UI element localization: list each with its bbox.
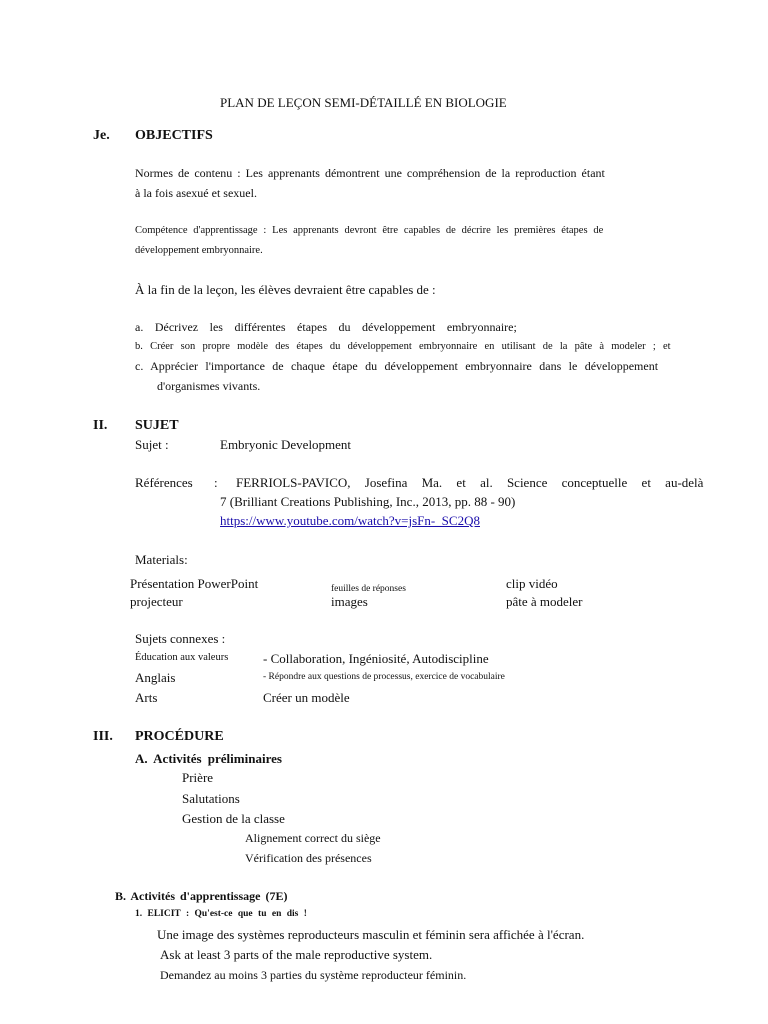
preliminary-item-label: Salutations	[182, 791, 240, 806]
preliminary-item-label: Prière	[182, 770, 214, 785]
section-3-number: III.	[93, 729, 113, 744]
objective-b: b. Créer son propre modèle des étapes du développement embryonnaire en utilisant de la pâte à modeler ; et	[135, 341, 671, 352]
objective-c-line-2: d'organismes vivants.	[157, 379, 261, 393]
content-standard-line-1	[135, 167, 660, 181]
document-title: PLAN DE LEÇON SEMI-DÉTAILLÉ EN BIOLOGIE	[220, 95, 507, 110]
section-1-number: Je.	[93, 128, 110, 143]
material-item	[127, 577, 258, 592]
classroom-subitem	[242, 832, 381, 846]
section-2-heading: SUJET	[135, 418, 179, 433]
references-link[interactable]: https://www.youtube.com/watch?v=jsFn-_SC2Q8	[220, 513, 480, 528]
preliminary-item	[179, 812, 285, 827]
content-standard-line-2: à la fois asexué et sexuel.	[135, 186, 257, 200]
elicit-description: Une image des systèmes reproducteurs masculin et féminin sera affichée à l'écran.	[157, 927, 585, 942]
section-3-heading: PROCÉDURE	[135, 729, 224, 744]
elicit-item	[157, 948, 432, 963]
material-label: pâte à modeler	[506, 594, 583, 609]
elicit-heading: 1. ELICIT : Qu'est-ce que tu en dis !	[135, 909, 307, 919]
material-label: clip vidéo	[506, 576, 558, 591]
related-label-arts: Arts	[135, 690, 158, 705]
subject-value: Embryonic Development	[220, 437, 352, 452]
elicit-item	[157, 969, 466, 983]
related-value-english: - Répondre aux questions de processus, exercice de vocabulaire	[263, 672, 505, 682]
related-value-values: - Collaboration, Ingéniosité, Autodiscipline	[263, 651, 489, 666]
section-1-heading: OBJECTIFS	[135, 128, 213, 143]
related-label-english: Anglais	[135, 670, 176, 685]
preliminary-activities-heading: A. Activités préliminaires	[135, 751, 282, 766]
learning-activities-heading: B. Activités d'apprentissage (7E)	[115, 889, 288, 903]
preliminary-item	[179, 792, 240, 807]
classroom-subitem-label: Vérification des présences	[245, 851, 372, 865]
material-item	[328, 595, 368, 610]
material-label: projecteur	[130, 594, 183, 609]
material-label: Présentation PowerPoint	[130, 576, 259, 591]
related-subjects-label: Sujets connexes :	[135, 631, 226, 646]
content-standard-text-1: Normes de contenu : Les apprenants démontrent une compréhension de la reproduction étant	[135, 166, 605, 180]
objective-a: a. Décrivez les différentes étapes du développement embryonnaire;	[135, 320, 517, 334]
elicit-item-label: Demandez au moins 3 parties du système reproducteur féminin.	[160, 968, 467, 982]
related-label-values: Éducation aux valeurs	[135, 652, 229, 663]
subject-label: Sujet :	[135, 437, 169, 452]
competency-line-1: Compétence d'apprentissage : Les apprenants devront être capables de décrire les premières étapes de	[135, 225, 604, 236]
related-value-arts: Créer un modèle	[263, 690, 350, 705]
material-item	[127, 595, 183, 610]
references-colon: :	[214, 475, 218, 490]
references-label: Références	[135, 475, 193, 490]
material-item	[503, 577, 558, 592]
material-label: images	[331, 594, 368, 609]
materials-label: Materials:	[135, 552, 188, 567]
references-line-2: 7 (Brilliant Creations Publishing, Inc., 2013, pp. 88 - 90)	[220, 494, 516, 509]
classroom-subitem-label: Alignement correct du siège	[245, 831, 381, 845]
objective-c-line-1: c. Apprécier l'importance de chaque étape du développement embryonnaire dans le développement	[135, 359, 659, 373]
material-label: feuilles de réponses	[331, 584, 406, 594]
preliminary-item-label: Gestion de la classe	[182, 811, 285, 826]
references-line-1: FERRIOLS-PAVICO, Josefina Ma. et al. Science conceptuelle et au-delà	[236, 475, 704, 490]
material-item	[503, 595, 583, 610]
preliminary-item	[179, 771, 213, 786]
competency-line-2: développement embryonnaire.	[135, 245, 263, 256]
section-2-number: II.	[93, 418, 108, 433]
classroom-subitem	[242, 852, 372, 866]
elicit-item-label: Ask at least 3 parts of the male reproductive system.	[160, 947, 433, 962]
end-of-lesson-intro: À la fin de la leçon, les élèves devraient être capables de :	[135, 282, 436, 297]
